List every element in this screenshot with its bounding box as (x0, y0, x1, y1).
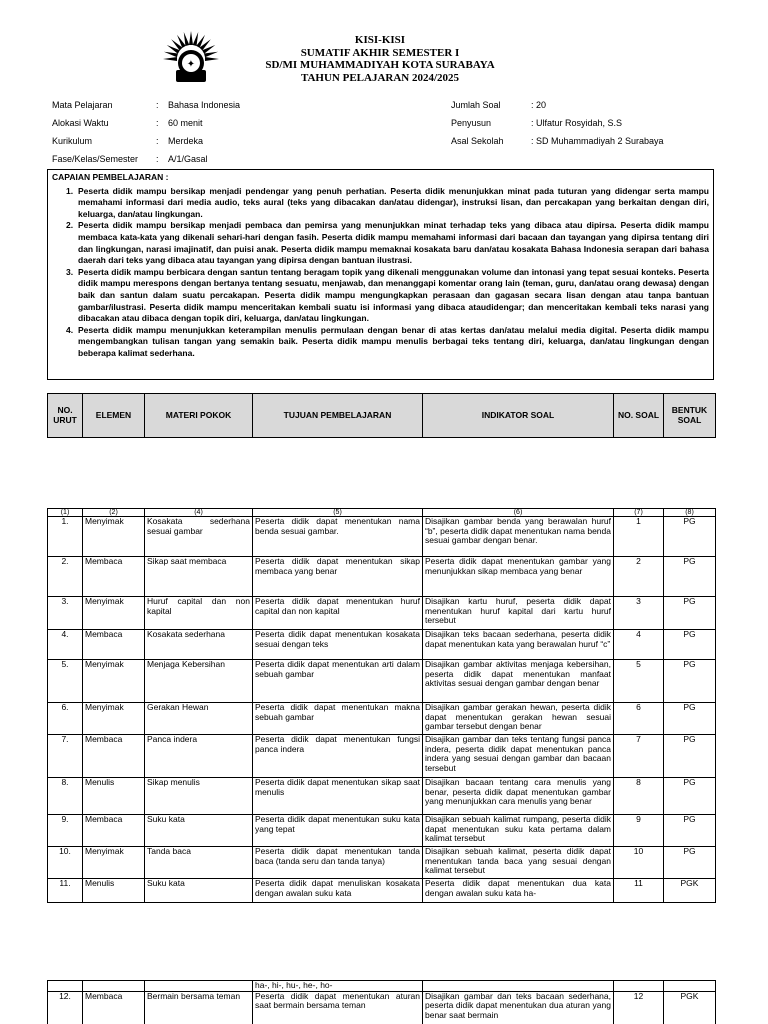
column-number: (1) (48, 509, 83, 517)
capaian-pembelajaran-box (47, 169, 714, 380)
cell-tujuan-pembelajaran: Peserta didik dapat menentukan suku kata yang tepat (253, 815, 423, 847)
capaian-title: CAPAIAN PEMBELAJARAN : (52, 172, 169, 182)
cell-empty (664, 981, 716, 992)
cell-elemen: Menyimak (83, 660, 145, 703)
cell-no-urut: 3. (48, 597, 83, 630)
cell-empty (423, 981, 614, 992)
cell-bentuk-soal: PG (664, 660, 716, 703)
meta-key: Mata Pelajaran (52, 100, 113, 110)
capaian-item-number: 4. (66, 324, 74, 335)
meta-colon: : (156, 118, 159, 128)
cell-no-soal: 7 (614, 735, 664, 778)
table-row (48, 703, 716, 735)
cell-elemen: Membaca (83, 557, 145, 597)
cell-indikator-soal: Disajikan gambar dan teks bacaan sederhana, peserta didik dapat menentukan dua aturan yang benar saat bermain (423, 991, 614, 1024)
cell-no-soal: 3 (614, 597, 664, 630)
meta-value: Bahasa Indonesia (168, 100, 241, 110)
cell-indikator-soal: Disajikan sebuah kalimat rumpang, peserta didik dapat menentukan suku kata pertama dalam kalimat tersebut (423, 815, 614, 847)
cell-no-soal: 2 (614, 557, 664, 597)
cell-materi-pokok: Suku kata (145, 879, 253, 903)
cell-tujuan-pembelajaran: Peserta didik dapat menentukan makna sebuah gambar (253, 703, 423, 735)
cell-no-soal: 6 (614, 703, 664, 735)
meta-row (52, 136, 240, 154)
cell-no-urut: 1. (48, 517, 83, 557)
column-number: (5) (253, 509, 423, 517)
cell-elemen: Membaca (83, 735, 145, 778)
column-number: (6) (423, 509, 614, 517)
cell-tujuan-pembelajaran: Peserta didik dapat menentukan nama benda sesuai gambar. (253, 517, 423, 557)
meta-right (451, 100, 664, 154)
table-row (48, 660, 716, 703)
cell-bentuk-soal: PG (664, 597, 716, 630)
kisi-kisi-header-table (47, 393, 716, 438)
meta-row (451, 136, 664, 154)
cell-elemen: Menulis (83, 879, 145, 903)
header-row (48, 394, 716, 438)
meta-key: Kurikulum (52, 136, 93, 146)
cell-indikator-soal: Disajikan gambar benda yang berawalan huruf “b”, peserta didik dapat menentukan nama benda sesuai gambar dengan benar. (423, 517, 614, 557)
meta-value: Merdeka (168, 136, 204, 146)
cell-bentuk-soal: PGK (664, 991, 716, 1024)
capaian-item (66, 267, 709, 325)
header-materi-pokok: MATERI POKOK (145, 394, 253, 438)
meta-key: Penyusun (451, 118, 492, 128)
cell-elemen: Menyimak (83, 517, 145, 557)
capaian-item (66, 220, 709, 266)
cell-empty (145, 981, 253, 992)
cell-no-urut: 9. (48, 815, 83, 847)
meta-left (52, 100, 240, 172)
header-no-soal: NO. SOAL (614, 394, 664, 438)
capaian-item-text: Peserta didik mampu berbicara dengan santun tentang beragam topik yang dikenali menggunakan volume dan intonasi yang tepat sesuai konteks. Peserta didik mampu merespons dengan bertanya tentang sesuatu, menjawab, dan menanggapi komentar orang lain (teman, guru, dan/atau orang dewasa) dengan baik dan santun dalam suatu percakapan. Peserta didik mampu mengungkapkan perasaan dan gagasan secara lisan dengan atau tanpa bantuan gambar/ilustrasi. Peserta didik mampu menceritakan kembali suatu isi informasi yang dibaca ataudidengar; dan menceritakan kembali teks narasi yang dibacakan atau dibaca dengan topik diri, keluarga, dan/atau lingkungan. (78, 266, 709, 324)
cell-no-soal: 8 (614, 778, 664, 815)
meta-colon: : (156, 154, 159, 164)
cell-no-urut: 2. (48, 557, 83, 597)
cell-materi-pokok: Suku kata (145, 815, 253, 847)
cell-materi-pokok: Tanda baca (145, 847, 253, 879)
meta-value: 60 menit (168, 118, 203, 128)
cell-no-soal: 9 (614, 815, 664, 847)
meta-row (451, 100, 664, 118)
continuation-row (48, 981, 716, 992)
table-row (48, 557, 716, 597)
cell-tujuan-pembelajaran: Peserta didik dapat menentukan sikap membaca yang benar (253, 557, 423, 597)
cell-no-urut: 8. (48, 778, 83, 815)
header-indikator-soal: INDIKATOR SOAL (423, 394, 614, 438)
muhammadiyah-logo (162, 30, 220, 88)
meta-row (52, 100, 240, 118)
svg-text:✦: ✦ (186, 59, 196, 70)
meta-value: : Ulfatur Rosyidah, S.S (531, 118, 623, 128)
cell-no-urut: 4. (48, 630, 83, 660)
table-row (48, 517, 716, 557)
capaian-item-number: 1. (66, 185, 74, 196)
cell-materi-pokok: Sikap saat membaca (145, 557, 253, 597)
meta-row (52, 118, 240, 136)
cell-no-urut: 11. (48, 879, 83, 903)
cell-bentuk-soal: PGK (664, 879, 716, 903)
header-elemen: ELEMEN (83, 394, 145, 438)
capaian-list (66, 186, 709, 360)
column-number: (2) (83, 509, 145, 517)
cell-bentuk-soal: PG (664, 847, 716, 879)
meta-row (451, 118, 664, 136)
capaian-item-text: Peserta didik mampu bersikap menjadi pembaca dan pemirsa yang menunjukkan minat terhadap teks yang dibaca atau dipirsa. Peserta didik mampu membaca kata-kata yang dikenali sehari-hari dengan fasih. Peserta didik mampu memahami informasi dari bacaan dan tayangan yang dipirsa tentang diri dan lingkungan, narasi imajinatif, dan puisi anak. Peserta didik mampu memaknai kosakata baru dan/atau kosakata Bahasa Indonesia serapan dari bahasa daerah dari teks yang dibaca atau tayangan yang dipirsa dengan bantuan ilustrasi. (78, 220, 709, 266)
cell-bentuk-soal: PG (664, 703, 716, 735)
title-line-2: SUMATIF AKHIR SEMESTER I (300, 46, 460, 59)
cell-elemen: Menyimak (83, 847, 145, 879)
cell-bentuk-soal: PG (664, 557, 716, 597)
cell-elemen: Menyimak (83, 597, 145, 630)
meta-key: Asal Sekolah (451, 136, 504, 146)
cell-empty (48, 981, 83, 992)
cell-empty (83, 981, 145, 992)
cell-elemen: Membaca (83, 991, 145, 1024)
meta-key: Alokasi Waktu (52, 118, 109, 128)
title-line-4: TAHUN PELAJARAN 2024/2025 (300, 71, 460, 84)
title-line-3: SD/MI MUHAMMADIYAH KOTA SURABAYA (265, 59, 495, 71)
cell-tujuan-pembelajaran: Peserta didik dapat menentukan fungsi panca indera (253, 735, 423, 778)
cell-elemen: Membaca (83, 630, 145, 660)
cell-indikator-soal: Disajikan bacaan tentang cara menulis yang benar, peserta didik dapat menentukan gambar yang menunjukkan cara menulis yang benar (423, 778, 614, 815)
meta-value: : SD Muhammadiyah 2 Surabaya (531, 136, 664, 146)
capaian-item-text: Peserta didik mampu bersikap menjadi pendengar yang penuh perhatian. Peserta didik menunjukkan minat pada tuturan yang didengar serta mampu memahami informasi dari media audio, teks aural (teks yang dibacakan dan/atau didengar), instruksi lisan, dan percakapan yang berkaitan dengan diri, keluarga, dan/atau lingkungan. (78, 185, 709, 219)
capaian-item-number: 2. (66, 220, 74, 231)
meta-key: Fase/Kelas/Semester (52, 154, 139, 164)
cell-no-soal: 11 (614, 879, 664, 903)
meta-key: Jumlah Soal (451, 100, 501, 110)
cell-tujuan-continued: ha-, hi-, hu-, he-, ho- (253, 981, 423, 992)
column-number: (8) (664, 509, 716, 517)
cell-elemen: Menulis (83, 778, 145, 815)
header-no-urut: NO. URUT (48, 394, 83, 438)
capaian-item-text: Peserta didik mampu menunjukkan keterampilan menulis permulaan dengan benar di atas kertas dan/atau melalui media digital. Peserta didik mampu mengembangkan tulisan tangan yang semakin baik. Peserta didik mampu menulis berbagai teks tentang diri, keluarga, dan/atau lingkungan dengan beberapa kalimat sederhana. (78, 324, 709, 358)
capaian-item-number: 3. (66, 266, 74, 277)
cell-indikator-soal: Peserta didik dapat menentukan dua kata dengan awalan suku kata ha- (423, 879, 614, 903)
cell-indikator-soal: Disajikan gambar dan teks tentang fungsi panca indera, peserta didik dapat menentukan panca indera yang sesuai dengan gambar dan bacaan tersebut (423, 735, 614, 778)
cell-tujuan-pembelajaran: Peserta didik dapat menentukan huruf capital dan non kapital (253, 597, 423, 630)
meta-value: : 20 (531, 100, 547, 110)
cell-bentuk-soal: PG (664, 517, 716, 557)
cell-materi-pokok: Gerakan Hewan (145, 703, 253, 735)
table-row (48, 879, 716, 903)
cell-no-urut: 6. (48, 703, 83, 735)
meta-value: A/1/Gasal (168, 154, 208, 164)
cell-indikator-soal: Disajikan gambar aktivitas menjaga kebersihan, peserta didik dapat menentukan manfaat aktivitas sesuai dengan gambar dengan benar (423, 660, 614, 703)
cell-tujuan-pembelajaran: Peserta didik dapat menentukan kosakata sesuai dengan teks (253, 630, 423, 660)
kisi-kisi-table (47, 508, 716, 903)
table-row (48, 847, 716, 879)
cell-tujuan-pembelajaran: Peserta didik dapat menentukan sikap saat menulis (253, 778, 423, 815)
header-bentuk-soal: BENTUK SOAL (664, 394, 716, 438)
cell-materi-pokok: Panca indera (145, 735, 253, 778)
cell-materi-pokok: Kosakata sederhana (145, 630, 253, 660)
cell-indikator-soal: Peserta didik dapat menentukan gambar yang menunjukkan sikap membaca yang benar (423, 557, 614, 597)
cell-materi-pokok: Huruf capital dan non kapital (145, 597, 253, 630)
cell-indikator-soal: Disajikan gambar gerakan hewan, peserta didik dapat menentukan gerakan hewan sesuai gambar tersebut dengan benar (423, 703, 614, 735)
cell-tujuan-pembelajaran: Peserta didik dapat menuliskan kosakata dengan awalan suku kata (253, 879, 423, 903)
cell-no-urut: 5. (48, 660, 83, 703)
cell-no-urut: 10. (48, 847, 83, 879)
cell-no-soal: 5 (614, 660, 664, 703)
table-row (48, 991, 716, 1024)
meta-colon: : (156, 136, 159, 146)
cell-bentuk-soal: PG (664, 778, 716, 815)
capaian-item (66, 325, 709, 360)
cell-tujuan-pembelajaran: Peserta didik dapat menentukan tanda baca (tanda seru dan tanda tanya) (253, 847, 423, 879)
cell-no-urut: 12. (48, 991, 83, 1024)
cell-no-soal: 4 (614, 630, 664, 660)
cell-no-soal: 12 (614, 991, 664, 1024)
kisi-kisi-table-continued (47, 980, 716, 1024)
cell-materi-pokok: Sikap menulis (145, 778, 253, 815)
cell-elemen: Membaca (83, 815, 145, 847)
table-row (48, 778, 716, 815)
table-row (48, 630, 716, 660)
cell-bentuk-soal: PG (664, 815, 716, 847)
cell-no-urut: 7. (48, 735, 83, 778)
header-tujuan-pembelajaran: TUJUAN PEMBELAJARAN (253, 394, 423, 438)
capaian-item (66, 186, 709, 221)
cell-elemen: Menyimak (83, 703, 145, 735)
cell-materi-pokok: Menjaga Kebersihan (145, 660, 253, 703)
column-number: (7) (614, 509, 664, 517)
cell-materi-pokok: Kosakata sederhana sesuai gambar (145, 517, 253, 557)
cell-no-soal: 1 (614, 517, 664, 557)
cell-bentuk-soal: PG (664, 735, 716, 778)
cell-indikator-soal: Disajikan teks bacaan sederhana, peserta didik dapat menentukan kata yang berawalan huruf “c” (423, 630, 614, 660)
cell-no-soal: 10 (614, 847, 664, 879)
cell-bentuk-soal: PG (664, 630, 716, 660)
title-line-1: KISI-KISI (354, 34, 406, 46)
table-row (48, 597, 716, 630)
cell-empty (614, 981, 664, 992)
cell-tujuan-pembelajaran: Peserta didik dapat menentukan aturan saat bermain bersama teman (253, 991, 423, 1024)
cell-tujuan-pembelajaran: Peserta didik dapat menentukan arti dalam sebuah gambar (253, 660, 423, 703)
cell-materi-pokok: Bermain bersama teman (145, 991, 253, 1024)
cell-indikator-soal: Disajikan kartu huruf, peserta didik dapat menentukan huruf kapital dari kartu huruf tersebut (423, 597, 614, 630)
table-row (48, 815, 716, 847)
table-row (48, 735, 716, 778)
cell-indikator-soal: Disajikan sebuah kalimat, peserta didik dapat menentukan tanda baca yang sesuai dengan kalimat tersebut (423, 847, 614, 879)
document-title (230, 34, 530, 84)
column-number: (4) (145, 509, 253, 517)
meta-colon: : (156, 100, 159, 110)
